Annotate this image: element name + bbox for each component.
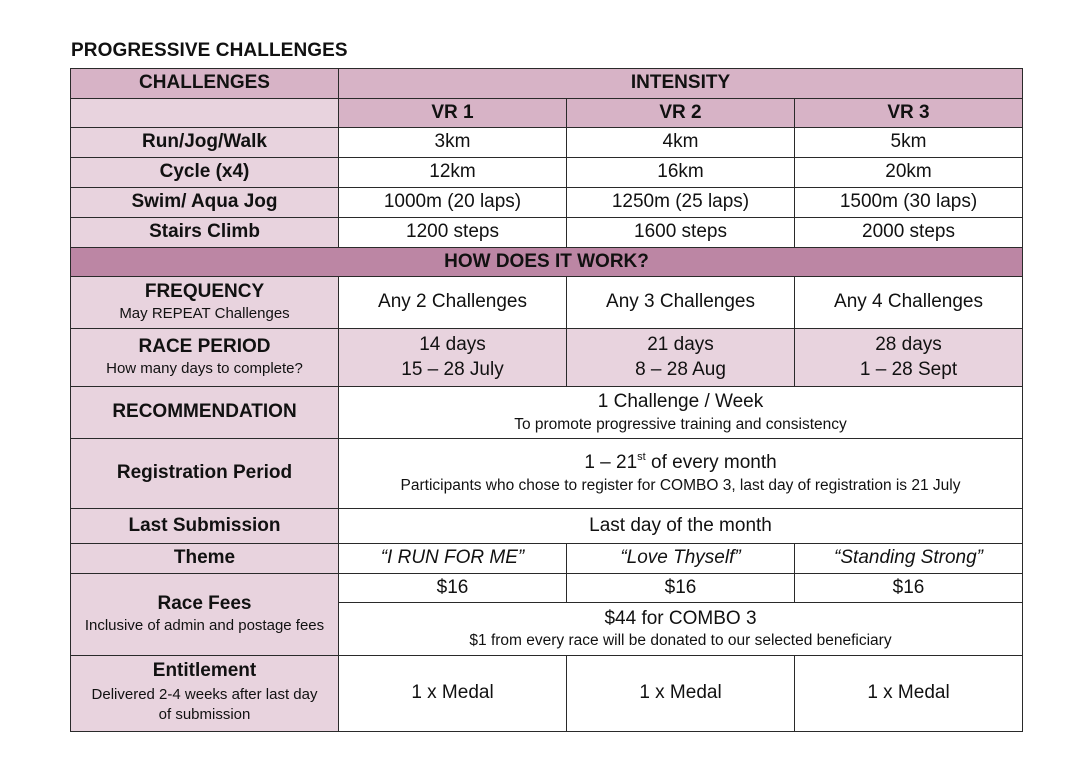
level-vr2: VR 2 bbox=[567, 99, 795, 128]
frequency-title: FREQUENCY bbox=[144, 281, 265, 303]
registration-note: Participants who chose to register for COMBO 3, last day of registration is 21 July bbox=[400, 476, 961, 494]
race-fee-value: $16 bbox=[567, 574, 795, 603]
race-period-dates: 1 – 28 Sept bbox=[859, 358, 958, 380]
race-period-row bbox=[71, 329, 1023, 387]
race-fee-value: $16 bbox=[795, 574, 1023, 603]
registration-value bbox=[339, 439, 1023, 509]
entitlement-value: 1 x Medal bbox=[567, 656, 795, 732]
intensity-header: INTENSITY bbox=[339, 69, 1023, 99]
race-period-label bbox=[71, 329, 339, 387]
how-it-works-row bbox=[71, 248, 1023, 277]
race-period-value bbox=[795, 329, 1023, 387]
challenge-row-cycle bbox=[71, 158, 1023, 188]
donation-note: $1 from every race will be donated to our selected beneficiary bbox=[469, 632, 892, 650]
race-period-title: RACE PERIOD bbox=[138, 336, 271, 358]
frequency-row bbox=[71, 277, 1023, 329]
challenge-value: 1250m (25 laps) bbox=[567, 188, 795, 218]
race-period-days: 14 days bbox=[419, 333, 486, 355]
race-fees-row bbox=[71, 574, 1023, 603]
challenges-header: CHALLENGES bbox=[71, 69, 339, 99]
recommendation-text: 1 Challenge / Week bbox=[597, 391, 764, 413]
challenge-value: 1500m (30 laps) bbox=[795, 188, 1023, 218]
frequency-value: Any 2 Challenges bbox=[339, 277, 567, 329]
frequency-value: Any 4 Challenges bbox=[795, 277, 1023, 329]
challenge-name: Stairs Climb bbox=[71, 218, 339, 248]
challenge-name: Swim/ Aqua Jog bbox=[71, 188, 339, 218]
last-submission-label: Last Submission bbox=[71, 509, 339, 544]
race-fee-value: $16 bbox=[339, 574, 567, 603]
empty-label-cell bbox=[71, 99, 339, 128]
challenge-name: Cycle (x4) bbox=[71, 158, 339, 188]
challenge-value: 1600 steps bbox=[567, 218, 795, 248]
race-fees-label bbox=[71, 574, 339, 656]
how-it-works-banner: HOW DOES IT WORK? bbox=[71, 248, 1023, 277]
entitlement-label bbox=[71, 656, 339, 732]
page-title: PROGRESSIVE CHALLENGES bbox=[71, 40, 348, 61]
challenge-name: Run/Jog/Walk bbox=[71, 128, 339, 158]
recommendation-value bbox=[339, 387, 1023, 439]
challenge-value: 3km bbox=[339, 128, 567, 158]
registration-text: 1 – 21st of every month bbox=[584, 451, 777, 474]
challenge-value: 2000 steps bbox=[795, 218, 1023, 248]
last-submission-value: Last day of the month bbox=[339, 509, 1023, 544]
entitlement-title: Entitlement bbox=[152, 660, 257, 682]
challenge-value: 16km bbox=[567, 158, 795, 188]
level-vr3: VR 3 bbox=[795, 99, 1023, 128]
race-period-sublabel: How many days to complete? bbox=[106, 360, 303, 378]
challenge-row-swim bbox=[71, 188, 1023, 218]
race-fees-title: Race Fees bbox=[157, 593, 252, 615]
challenge-value: 5km bbox=[795, 128, 1023, 158]
challenge-value: 1000m (20 laps) bbox=[339, 188, 567, 218]
race-period-dates: 15 – 28 July bbox=[401, 358, 504, 380]
frequency-label bbox=[71, 277, 339, 329]
race-fees-combo bbox=[339, 603, 1023, 656]
levels-row bbox=[71, 99, 1023, 128]
entitlement-value: 1 x Medal bbox=[795, 656, 1023, 732]
registration-row bbox=[71, 439, 1023, 509]
theme-value: “I RUN FOR ME” bbox=[339, 544, 567, 574]
level-vr1: VR 1 bbox=[339, 99, 567, 128]
recommendation-note: To promote progressive training and consistency bbox=[514, 415, 847, 433]
theme-value: “Standing Strong” bbox=[795, 544, 1023, 574]
race-fees-sublabel: Inclusive of admin and postage fees bbox=[84, 617, 325, 635]
race-period-value bbox=[339, 329, 567, 387]
challenge-value: 1200 steps bbox=[339, 218, 567, 248]
registration-label: Registration Period bbox=[71, 439, 339, 509]
race-period-dates: 8 – 28 Aug bbox=[635, 358, 726, 380]
race-period-days: 28 days bbox=[875, 333, 942, 355]
challenge-row-stairs bbox=[71, 218, 1023, 248]
entitlement-row bbox=[71, 656, 1023, 732]
race-period-value bbox=[567, 329, 795, 387]
combo-price: $44 for COMBO 3 bbox=[604, 607, 757, 629]
entitlement-sublabel: Delivered 2-4 weeks after last day of submission bbox=[91, 686, 318, 724]
frequency-value: Any 3 Challenges bbox=[567, 277, 795, 329]
race-period-days: 21 days bbox=[647, 333, 714, 355]
challenge-value: 12km bbox=[339, 158, 567, 188]
header-row bbox=[71, 69, 1023, 99]
last-submission-row bbox=[71, 509, 1023, 544]
challenge-value: 4km bbox=[567, 128, 795, 158]
challenge-row-run bbox=[71, 128, 1023, 158]
challenge-value: 20km bbox=[795, 158, 1023, 188]
frequency-sublabel: May REPEAT Challenges bbox=[119, 305, 290, 323]
recommendation-row bbox=[71, 387, 1023, 439]
recommendation-label: RECOMMENDATION bbox=[71, 387, 339, 439]
theme-label: Theme bbox=[71, 544, 339, 574]
theme-value: “Love Thyself” bbox=[567, 544, 795, 574]
theme-row bbox=[71, 544, 1023, 574]
entitlement-value: 1 x Medal bbox=[339, 656, 567, 732]
challenges-table bbox=[70, 68, 1023, 732]
